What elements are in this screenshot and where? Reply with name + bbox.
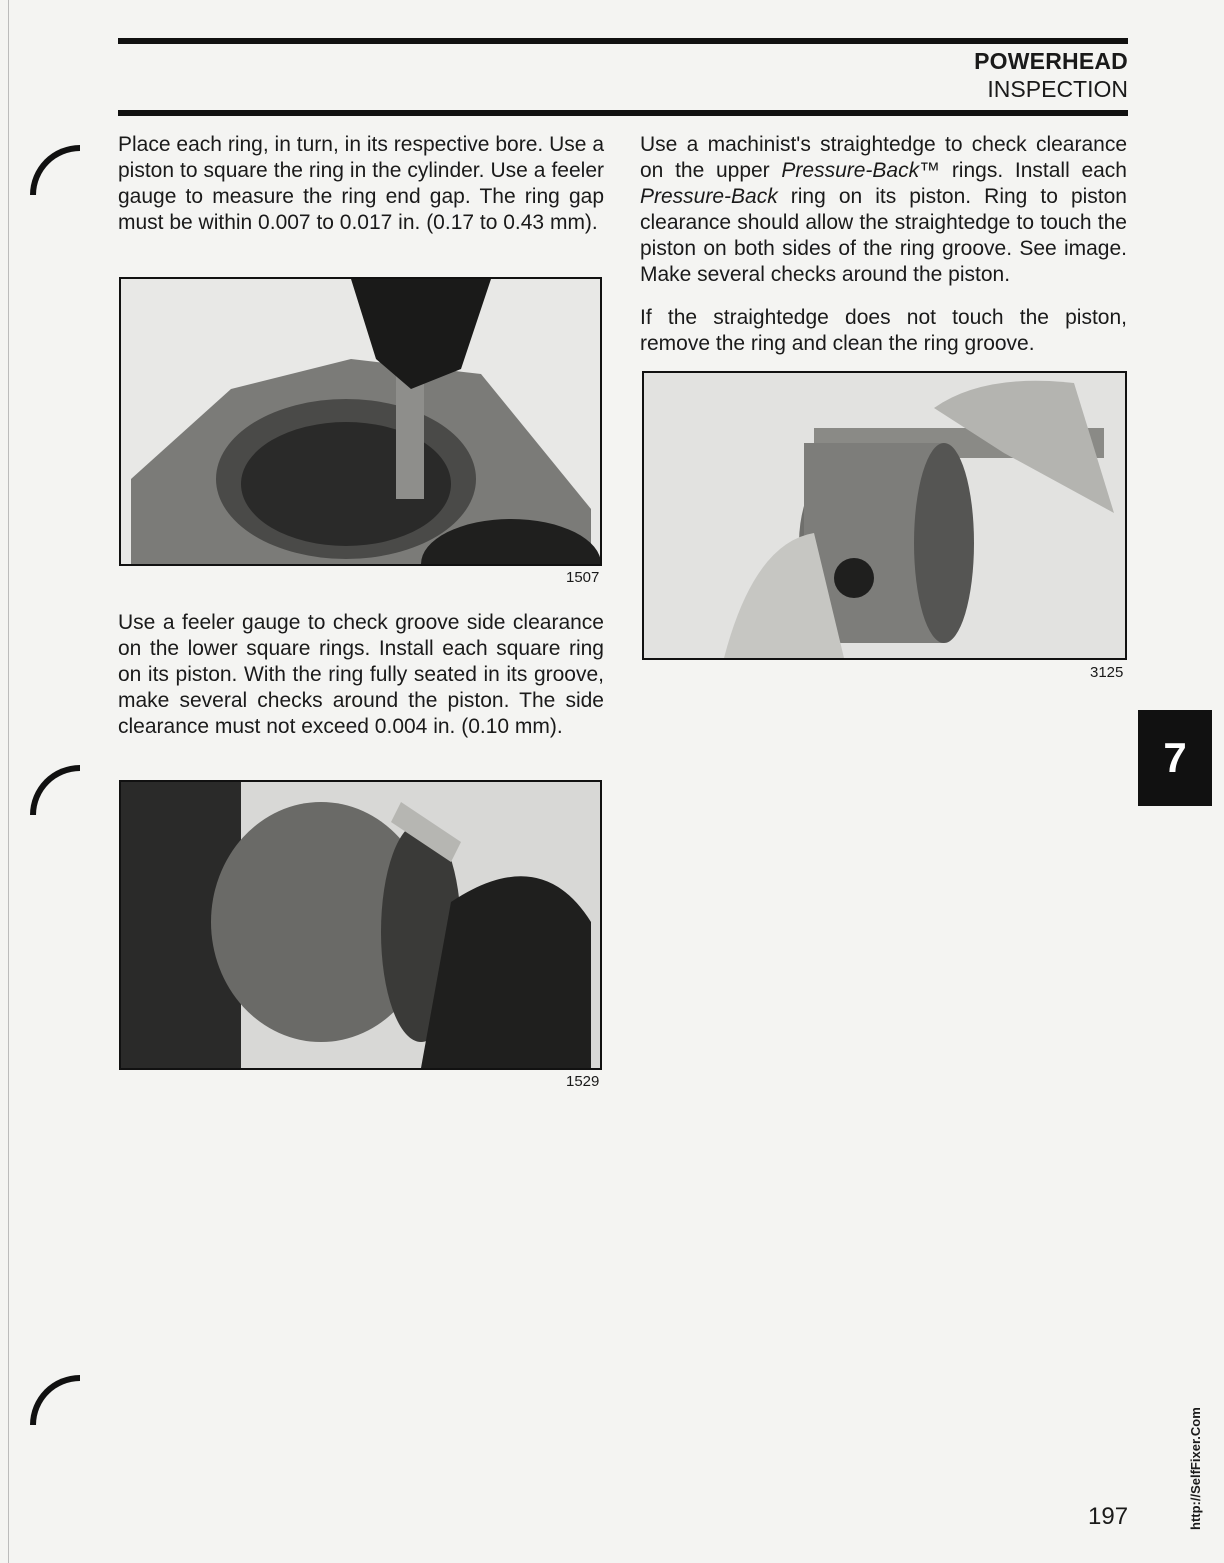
pressure-back-tm-term: Pressure-Back™: [781, 159, 941, 182]
straightedge-text-part: ring on its piston. Ring to piston clearance should allow the straightedge to touch the piston on both sides of the ring groove. See image. Make several checks around the piston.: [640, 185, 1127, 286]
header-rule-top: [118, 38, 1128, 44]
straightedge-text-part: Use a machinist's straightedge to check clearance on the upper: [640, 133, 1127, 182]
figure-ring-gap-photo: [119, 277, 602, 566]
clean-groove-paragraph: If the straightedge does not touch the piston, remove the ring and clean the ring groove.: [640, 306, 1127, 355]
figure-feeler-gauge-photo: [119, 780, 602, 1070]
pressure-back-term: Pressure-Back: [640, 185, 778, 208]
figure-number-1529: 1529: [566, 1073, 600, 1090]
page-number: 197: [1088, 1503, 1129, 1530]
header-subtitle: INSPECTION: [987, 76, 1128, 102]
side-watermark-url: http://SelfFixer.Com: [1188, 1407, 1203, 1530]
binder-edge: [8, 0, 9, 1563]
header-title: POWERHEAD: [974, 48, 1128, 74]
figure-straightedge-photo: [642, 371, 1127, 660]
binder-hole-mark: [30, 145, 80, 195]
ring-gap-paragraph: Place each ring, in turn, in its respective bore. Use a piston to square the ring in the cylinder. Use a feeler gauge to measure the ring end gap. The ring gap must be within 0.007 to 0.017 in. (0.17 to 0.43 mm).: [118, 133, 604, 234]
binder-hole-mark: [30, 765, 80, 815]
straightedge-text-part: rings. Install each: [940, 159, 1127, 182]
section-tab: 7: [1138, 710, 1212, 806]
groove-clearance-paragraph: Use a feeler gauge to check groove side clearance on the lower square rings. Install each square ring on its piston. With the ring fully seated in its groove, make several checks around the piston. The side clearance must not exceed 0.004 in. (0.10 mm).: [118, 611, 604, 738]
binder-hole-mark: [30, 1375, 80, 1425]
figure-number-1507: 1507: [566, 569, 600, 586]
figure-number-3125: 3125: [1090, 664, 1124, 681]
header-rule-bottom: [118, 110, 1128, 116]
straightedge-paragraph: [640, 132, 1127, 288]
